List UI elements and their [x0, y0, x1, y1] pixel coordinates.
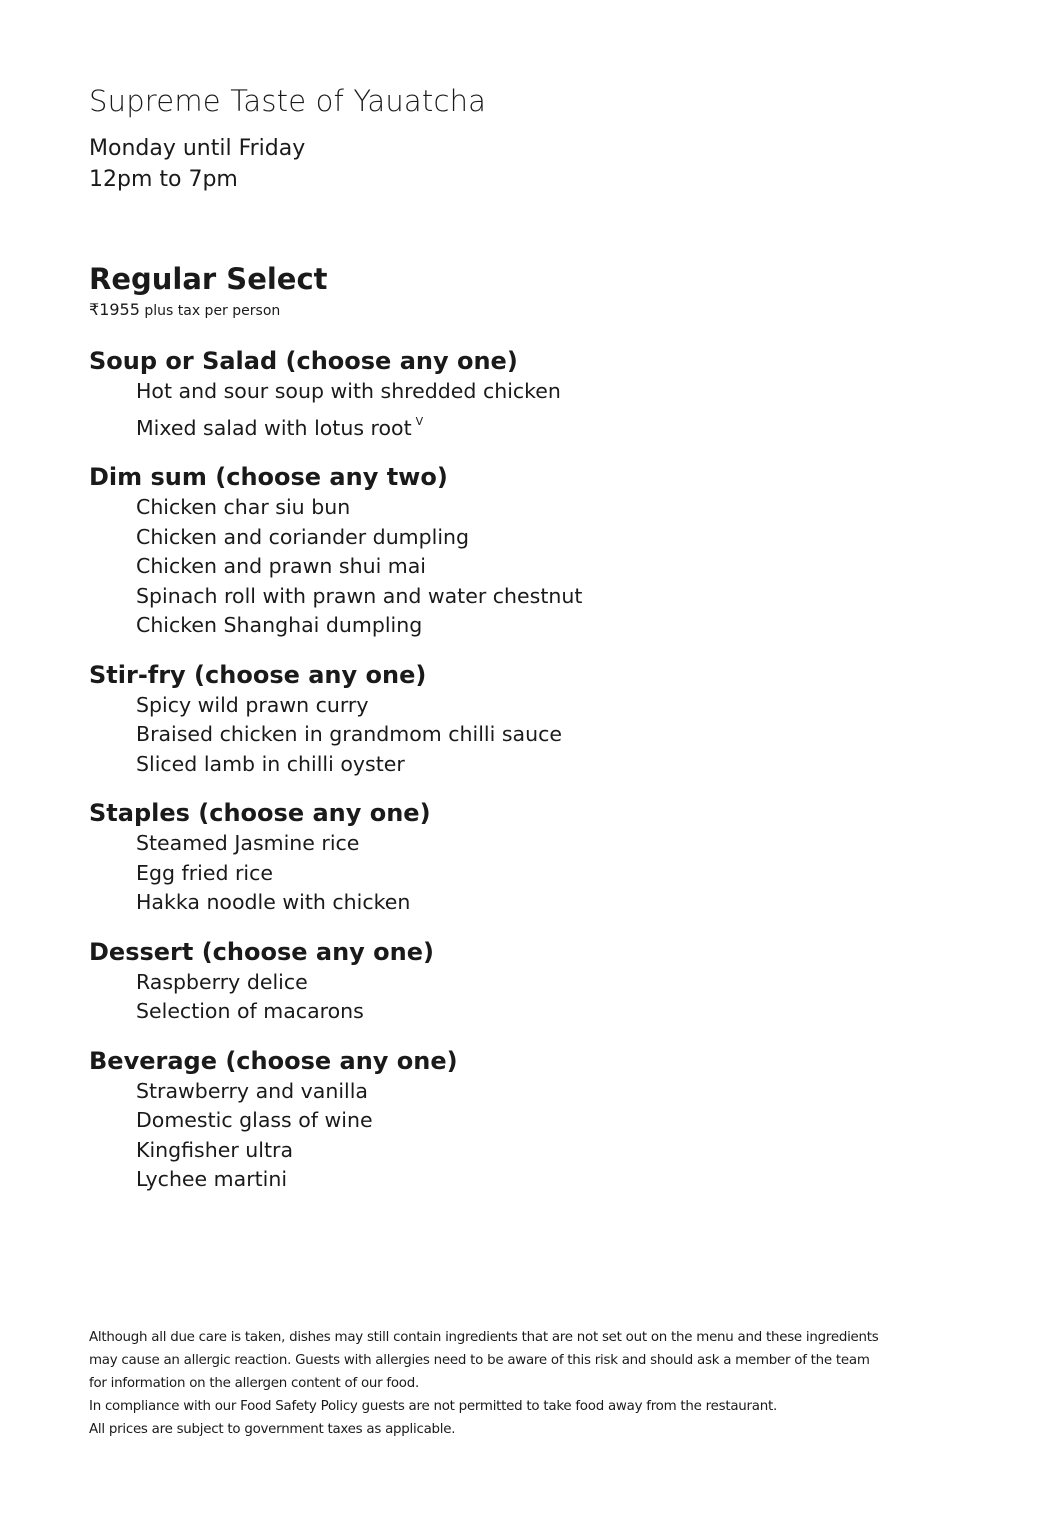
dish-item	[136, 582, 989, 612]
set-price	[89, 300, 280, 319]
section-title: Soup or Salad (choose any one)	[89, 347, 518, 375]
dish-item	[136, 750, 989, 780]
availability	[89, 133, 305, 195]
menu-section	[89, 345, 989, 443]
vegetarian-mark: V	[415, 414, 424, 428]
dish-item	[136, 611, 989, 641]
section-title: Beverage (choose any one)	[89, 1046, 458, 1075]
menu-section	[89, 797, 989, 918]
disclaimer	[89, 1326, 909, 1441]
dish-name: Steamed Jasmine rice	[136, 831, 360, 855]
dish-name: Chicken and coriander dumpling	[136, 524, 470, 549]
price-note: plus tax per person	[144, 303, 281, 319]
currency-symbol: ₹	[89, 300, 100, 319]
dish-name: Spinach roll with prawn and water chestnut	[136, 583, 583, 608]
dish-list	[89, 968, 989, 1027]
availability-time: 12pm to 7pm	[89, 167, 238, 192]
section-title: Staples (choose any one)	[89, 799, 431, 827]
menu-section	[89, 659, 989, 780]
menu-title: Supreme Taste of Yauatcha	[89, 84, 487, 118]
dish-name: Raspberry delice	[136, 969, 308, 994]
dish-name: Hakka noodle with chicken	[136, 890, 411, 914]
disclaimer-line: may cause an allergic reaction. Guests with allergies need to be aware of this risk and should ask a member of the team	[89, 1353, 870, 1368]
dish-name: Domestic glass of wine	[136, 1108, 373, 1132]
dish-item	[136, 997, 989, 1027]
dish-name: Kingfisher ultra	[136, 1137, 294, 1162]
dish-name: Hot and sour soup with shredded chicken	[136, 379, 561, 403]
availability-days: Monday until Friday	[89, 136, 306, 161]
dish-name: Spicy wild prawn curry	[136, 692, 369, 717]
menu-sections	[89, 345, 989, 1213]
dish-name: Mixed salad with lotus root	[136, 415, 412, 440]
set-menu-name: Regular Select	[89, 262, 328, 296]
section-title: Dessert (choose any one)	[89, 937, 434, 966]
dish-item	[136, 493, 989, 523]
dish-item	[136, 377, 989, 407]
dish-name: Sliced lamb in chilli oyster	[136, 751, 405, 776]
dish-item	[136, 720, 989, 750]
dish-list	[89, 493, 989, 641]
disclaimer-line: In compliance with our Food Safety Policy guests are not permitted to take food away from the restaurant.	[89, 1399, 777, 1414]
dish-item	[136, 888, 989, 918]
dish-item	[136, 859, 989, 889]
dish-name: Selection of macarons	[136, 999, 364, 1023]
section-title: Dim sum (choose any two)	[89, 463, 448, 491]
dish-item	[136, 1136, 989, 1166]
dish-name: Braised chicken in grandmom chilli sauce	[136, 722, 562, 746]
dish-item	[136, 407, 989, 444]
disclaimer-line: Although all due care is taken, dishes may still contain ingredients that are not set out on the menu and these ingredients	[89, 1330, 879, 1345]
menu-section	[89, 1045, 989, 1195]
dish-list	[89, 691, 989, 780]
dish-item	[136, 968, 989, 998]
dish-list	[89, 377, 989, 443]
dish-item	[136, 691, 989, 721]
disclaimer-line: for information on the allergen content of our food.	[89, 1376, 419, 1391]
dish-item	[136, 1106, 989, 1136]
dish-list	[89, 1077, 989, 1195]
dish-name: Chicken Shanghai dumpling	[136, 613, 423, 637]
dish-name: Egg fried rice	[136, 860, 273, 885]
dish-name: Strawberry and vanilla	[136, 1078, 368, 1103]
dish-item	[136, 1077, 989, 1107]
section-title: Stir-fry (choose any one)	[89, 660, 427, 689]
menu-section	[89, 461, 989, 641]
price-amount: 1955	[99, 300, 140, 319]
dish-item	[136, 523, 989, 553]
dish-item	[136, 829, 989, 859]
menu-section	[89, 936, 989, 1027]
disclaimer-line: All prices are subject to government taxes as applicable.	[89, 1422, 456, 1437]
dish-name: Chicken and prawn shui mai	[136, 554, 427, 578]
dish-item	[136, 1165, 989, 1195]
dish-name: Lychee martini	[136, 1167, 288, 1191]
dish-item	[136, 552, 989, 582]
dish-list	[89, 829, 989, 918]
dish-name: Chicken char siu bun	[136, 495, 351, 519]
